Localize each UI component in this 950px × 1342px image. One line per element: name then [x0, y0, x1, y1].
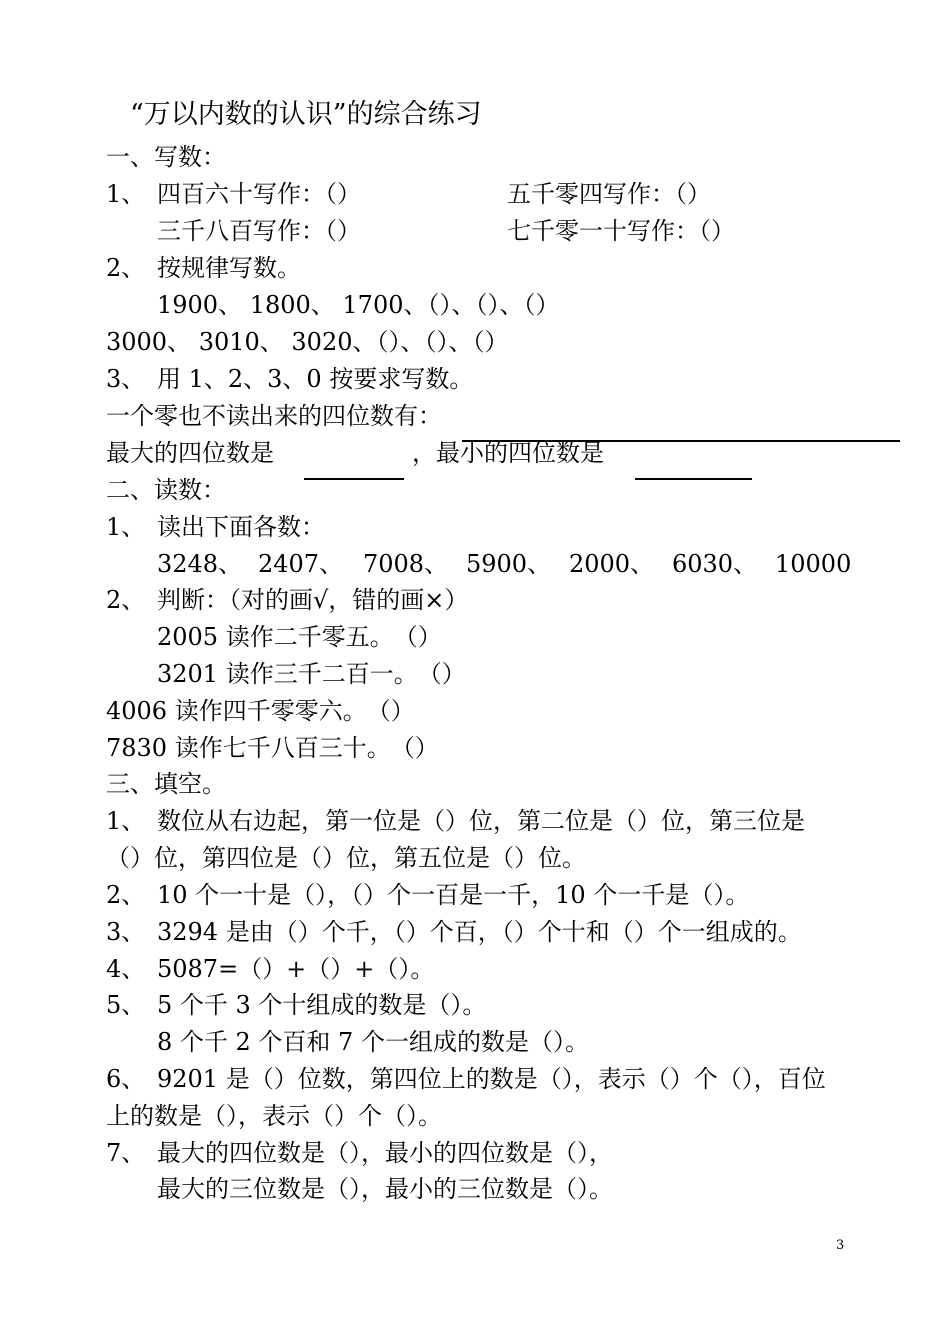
question-text: （）位，第四位是（）位，第五位是（）位。 — [106, 844, 586, 872]
question-text: 9201 是（）位数，第四位上的数是（），表示（）个（），百位 — [157, 1065, 826, 1093]
number-item: 7008、 — [363, 550, 449, 578]
question-number: 3、 — [106, 365, 146, 393]
section-heading-read: 二、读数： — [106, 476, 226, 504]
judgement-item: 4006 读作四千零零六。 （） — [106, 697, 415, 725]
question-number: 1、 — [106, 807, 146, 835]
number-item: 2407、 — [258, 550, 344, 578]
question-text: 最大的三位数是（），最小的三位数是（）。 — [157, 1175, 613, 1203]
judgement-item: 7830 读作七千八百三十。 （） — [106, 734, 439, 762]
question-number: 2、 — [106, 254, 146, 282]
page-title: “万以内数的认识”的综合练习 — [130, 99, 482, 130]
question-text: 一个零也不读出来的四位数有： — [106, 402, 442, 430]
question-text: 五千零四写作：（） — [507, 180, 711, 208]
question-text: 四百六十写作：（） — [157, 180, 361, 208]
question-text: 上的数是（），表示（）个（）。 — [106, 1102, 442, 1130]
question-text: 用 1、2、3、0 按要求写数。 — [157, 365, 474, 393]
judgement-item: 2005 读作二千零五。 （） — [157, 623, 442, 651]
question-text: 10 个一十是（），（）个一百是一千，10 个一千是（）。 — [157, 881, 750, 909]
answer-line — [635, 478, 752, 480]
number-item: 10000 — [775, 550, 852, 578]
section-heading-write: 一、写数： — [106, 143, 226, 171]
question-text: 判断：（对的画√，错的画×） — [157, 586, 469, 614]
question-number: 2、 — [106, 586, 146, 614]
question-text: ，最小的四位数是 — [412, 439, 604, 467]
question-text: 按规律写数。 — [157, 254, 301, 282]
question-text: 七千零一十写作：（） — [507, 217, 735, 245]
question-number: 4、 — [106, 955, 146, 983]
number-item: 5900、 — [466, 550, 552, 578]
question-text: 最大的四位数是 — [106, 439, 274, 467]
question-text: 最大的四位数是（），最小的四位数是（）， — [157, 1139, 613, 1167]
number-sequence: 3000、 3010、 3020、（）、（）、（） — [106, 328, 509, 356]
question-text: 3294 是由（）个千，（）个百，（）个十和（）个一组成的。 — [157, 918, 802, 946]
question-number: 3、 — [106, 918, 146, 946]
number-item: 6030、 — [672, 550, 758, 578]
judgement-item: 3201 读作三千二百一。 （） — [157, 660, 466, 688]
question-text: 三千八百写作：（） — [157, 217, 361, 245]
number-sequence: 1900、 1800、 1700、（）、（）、（） — [157, 291, 560, 319]
section-heading-fill: 三、填空。 — [106, 770, 226, 798]
number-item: 3248、 — [157, 550, 243, 578]
number-item: 2000、 — [569, 550, 655, 578]
question-text: 数位从右边起，第一位是（）位，第二位是（）位，第三位是 — [157, 807, 805, 835]
question-number: 2、 — [106, 881, 146, 909]
question-number: 6、 — [106, 1065, 146, 1093]
question-text: 读出下面各数： — [157, 513, 325, 541]
question-number: 5、 — [106, 991, 146, 1019]
question-text: 5 个千 3 个十组成的数是（）。 — [157, 991, 487, 1019]
question-number: 7、 — [106, 1139, 146, 1167]
answer-line — [304, 478, 404, 480]
question-text: 8 个千 2 个百和 7 个一组成的数是（）。 — [157, 1028, 589, 1056]
question-number: 1、 — [106, 513, 146, 541]
page-number: 3 — [836, 1238, 845, 1253]
question-number: 1、 — [106, 180, 146, 208]
question-text: 5087=（）+（）+（）。 — [157, 955, 435, 983]
